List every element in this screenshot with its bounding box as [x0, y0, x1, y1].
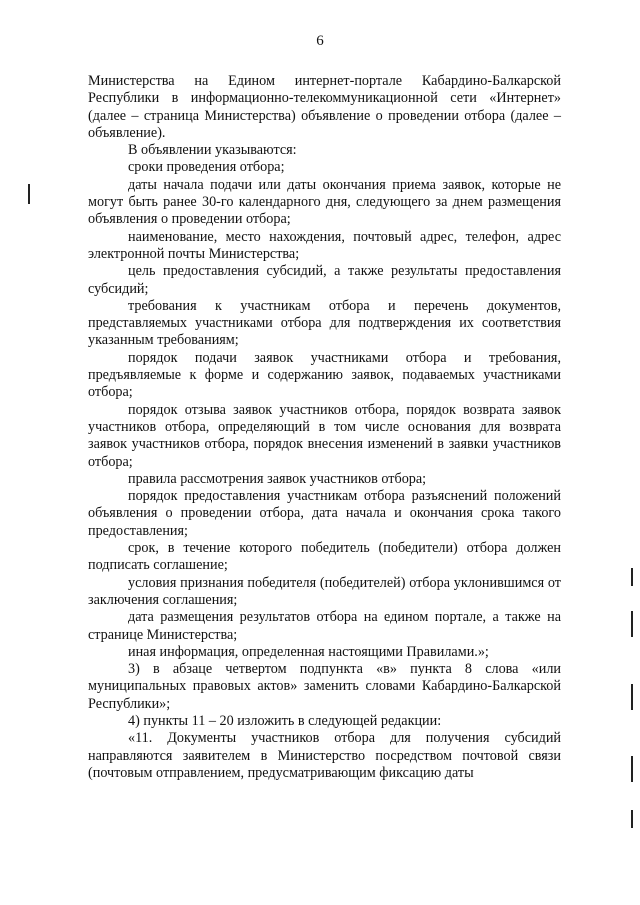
paragraph: даты начала подачи или даты окончания приема заявок, которые не могут быть ранее 30-го календарного дня, следующего за днем размещения объявления о проведении отбора; — [88, 176, 561, 228]
paragraph: наименование, место нахождения, почтовый адрес, телефон, адрес электронной почты Министерства; — [88, 228, 561, 262]
scan-margin-mark — [631, 810, 633, 828]
paragraph: 3) в абзаце четвертом подпункта «в» пункта 8 слова «или муниципальных правовых актов» заменить словами Кабардино-Балкарской Республики»; — [88, 661, 561, 712]
paragraph: «11. Документы участников отбора для получения субсидий направляются заявителем в Министерство посредством почтовой связи (почтовым отправлением, предусматривающим фиксацию даты — [88, 730, 561, 781]
paragraph: цель предоставления субсидий, а также результаты предоставления субсидий; — [88, 263, 561, 297]
document-body — [88, 73, 561, 782]
paragraph: правила рассмотрения заявок участников отбора; — [128, 470, 427, 487]
scan-margin-mark — [631, 611, 633, 637]
scan-margin-mark — [631, 684, 633, 710]
paragraph: срок, в течение которого победитель (победители) отбора должен подписать соглашение; — [88, 540, 561, 574]
paragraph: сроки проведения отбора; — [128, 159, 285, 176]
paragraph: дата размещения результатов отбора на едином портале, а также на странице Министерства; — [88, 609, 561, 643]
paragraph: 4) пункты 11 – 20 изложить в следующей редакции: — [128, 712, 442, 729]
scan-margin-mark — [631, 568, 633, 586]
paragraph: требования к участникам отбора и перечень документов, представляемых участниками отбора для подтверждения их соответствия указанным требованиям; — [88, 297, 561, 349]
paragraph: порядок предоставления участникам отбора разъяснений положений объявления о проведении отбора, дата начала и окончания срока такого предоставления; — [88, 488, 561, 539]
scan-margin-mark — [631, 756, 633, 782]
paragraph: В объявлении указываются: — [128, 142, 297, 159]
paragraph: порядок подачи заявок участниками отбора и требования, предъявляемые к форме и содержанию заявок, подаваемых участниками отбора; — [88, 349, 561, 401]
paragraph: иная информация, определенная настоящими Правилами.»; — [128, 643, 489, 660]
scan-margin-mark — [28, 184, 30, 204]
page-number: 6 — [316, 33, 324, 49]
paragraph: порядок отзыва заявок участников отбора, порядок возврата заявок участников отбора, определяющий в том числе основания для возврата заявок участников отбора, порядок внесения изменений в заявки участников отбора; — [88, 401, 561, 470]
paragraph: Министерства на Едином интернет-портале Кабардино-Балкарской Республики в информационно-телекоммуникационной сети «Интернет» (далее – страница Министерства) объявление о проведении отбора (далее – объявление). — [88, 73, 561, 141]
paragraph: условия признания победителя (победителей) отбора уклонившимся от заключения соглашения; — [88, 574, 561, 608]
